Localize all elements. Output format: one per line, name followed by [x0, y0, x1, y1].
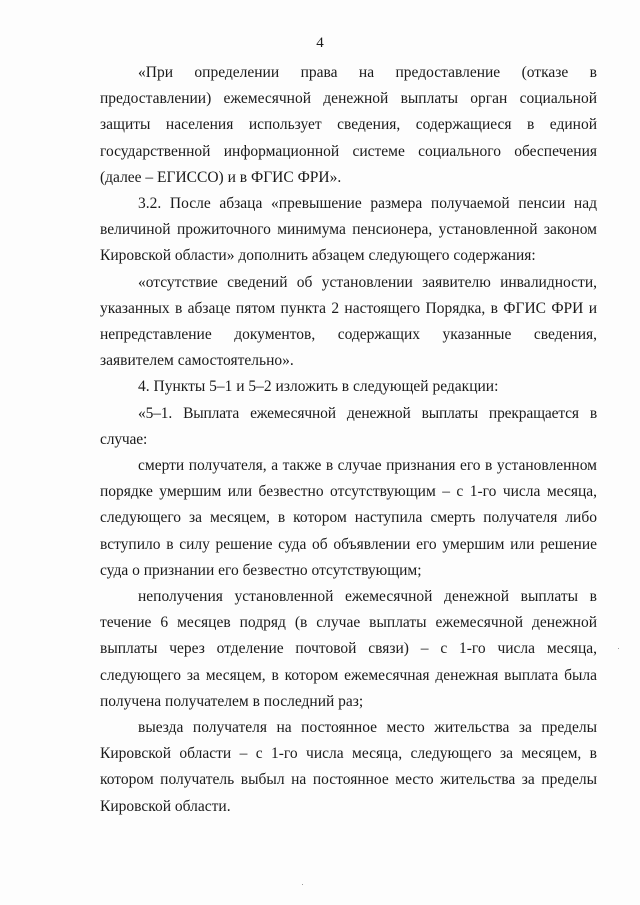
paragraph-clause-3-2: 3.2. После абзаца «превышение размера получаемой пенсии над величиной прожиточного минимума пенсионера, установленной законом Кировской области» дополнить абзацем следующего содержания:: [100, 195, 597, 265]
paragraph-egisso-usage: «При определении права на предоставление (отказе в предоставлении) ежемесячной денежной выплаты орган социальной защиты населения использует сведения, содержащиеся в единой государственной информационной системе социального обеспечения (далее – ЕГИССО) и в ФГИС ФРИ».: [100, 64, 597, 186]
paragraph-clause-4: 4. Пункты 5–1 и 5–2 изложить в следующей редакции:: [138, 378, 499, 396]
scan-speck: [302, 884, 303, 885]
document-body: [100, 60, 597, 820]
scan-speck: [618, 648, 619, 649]
paragraph-relocation-case: выезда получателя на постоянное место жительства за пределы Кировской области – с 1-го числа месяца, следующего за месяцем, в котором получатель выбыл на постоянное место жительства за пределы Кировской области.: [100, 719, 597, 815]
paragraph-disability-info: «отсутствие сведений об установлении заявителю инвалидности, указанных в абзаце пятом пункта 2 настоящего Порядка, в ФГИС ФРИ и непредставление документов, содержащих указанные сведения, заявителем самостоятельно».: [100, 273, 597, 370]
page-number: 4: [316, 35, 324, 51]
paragraph-clause-5-1-intro: «5–1. Выплата ежемесячной денежной выплаты прекращается в случае:: [100, 404, 597, 448]
paragraph-non-receipt-case: неполучения установленной ежемесячной денежной выплаты в течение 6 месяцев подряд (в случае выплаты ежемесячной денежной выплаты через отделение почтовой связи) – с 1-го числа месяца, следующего за месяцем, в котором ежемесячная денежная выплата была получена получателем в последний раз;: [100, 588, 597, 710]
paragraph-death-case: смерти получателя, а также в случае признания его в установленном порядке умершим или безвестно отсутствующим – с 1-го числа месяца, следующего за месяцем, в котором наступила смерть получателя либо вступило в силу решение суда об объявлении его умершим или решение суда о признании его безвестно отсутствующим;: [100, 457, 597, 579]
